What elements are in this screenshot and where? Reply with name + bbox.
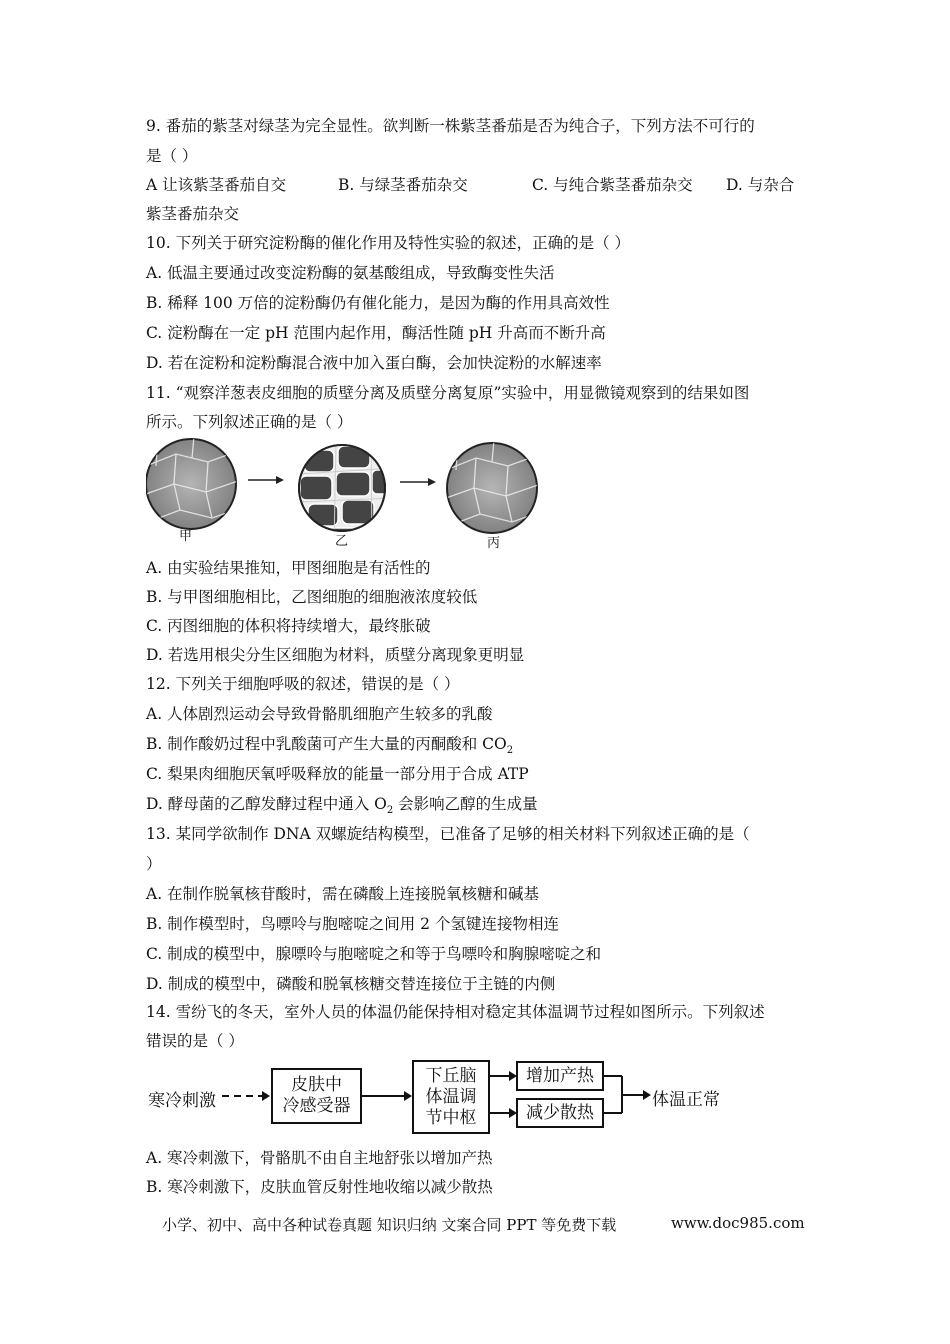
q14-option-b: B. 寒冷刺激下，皮肤血管反射性地收缩以减少散热 xyxy=(146,1178,493,1196)
flow-receptor-line2: 冷感受器 xyxy=(282,1096,351,1116)
q11-stem-line2: 所示。下列叙述正确的是（ ） xyxy=(146,413,353,431)
q13-option-b: B. 制作模型时，鸟嘌呤与胞嘧啶之间用 2 个氢键连接物相连 xyxy=(146,915,559,933)
flow-center-line3: 节中枢 xyxy=(425,1107,477,1128)
label-yi: 乙 xyxy=(335,534,349,549)
q13-stem-line2: ） xyxy=(146,855,162,873)
q10-stem: 10. 下列关于研究淀粉酶的催化作用及特性实验的叙述，正确的是（ ） xyxy=(146,234,631,252)
q9-stem-line1: 9. 番茄的紫茎对绿茎为完全显性。欲判断一株紫茎番茄是否为纯合子，下列方法不可行的 xyxy=(146,117,755,135)
q10-option-b: B. 稀释 100 万倍的淀粉酶仍有催化能力，是因为酶的作用具高效性 xyxy=(146,294,610,312)
q11-option-c: C. 丙图细胞的体积将持续增大，最终胀破 xyxy=(146,617,431,635)
flow-box-center xyxy=(412,1060,490,1134)
q10-option-c: C. 淀粉酶在一定 pH 范围内起作用，酶活性随 pH 升高而不断升高 xyxy=(146,324,606,342)
q14-stem-line2: 错误的是（ ） xyxy=(146,1032,244,1050)
q9-option-d: D. 与杂合 xyxy=(726,176,795,194)
q12-option-b: B. 制作酸奶过程中乳酸菌可产生大量的丙酮酸和 $CO_2$ xyxy=(146,735,514,757)
flow-box-receptor xyxy=(271,1068,362,1124)
q9-option-b: B. 与绿茎番茄杂交 xyxy=(338,176,468,194)
q11-option-a: A. 由实验结果推知，甲图细胞是有活性的 xyxy=(146,559,431,577)
q11-option-b: B. 与甲图细胞相比，乙图细胞的细胞液浓度较低 xyxy=(146,588,478,606)
q13-option-a: A. 在制作脱氧核苷酸时，需在磷酸上连接脱氧核糖和碱基 xyxy=(146,885,540,903)
q9-stem-line2: 是（ ） xyxy=(146,147,198,165)
flow-box-heat-loss: 减少散热 xyxy=(516,1098,604,1128)
label-jia: 甲 xyxy=(179,529,193,544)
q12-option-a: A. 人体剧烈运动会导致骨骼肌细胞产生较多的乳酸 xyxy=(146,705,493,723)
q12-stem: 12. 下列关于细胞呼吸的叙述，错误的是（ ） xyxy=(146,675,460,693)
flow-cold-stimulus: 寒冷刺激 xyxy=(148,1091,216,1111)
q10-option-d: D. 若在淀粉和淀粉酶混合液中加入蛋白酶，会加快淀粉的水解速率 xyxy=(146,354,602,372)
flow-center-line1: 下丘脑 xyxy=(425,1065,477,1086)
flow-center-line2: 体温调 xyxy=(425,1086,477,1107)
q9-option-d-cont: 紫茎番茄杂交 xyxy=(146,205,240,223)
q13-option-d: D. 制成的模型中，磷酸和脱氧核糖交替连接位于主链的内侧 xyxy=(146,975,556,993)
q10-option-a: A. 低温主要通过改变淀粉酶的氨基酸组成，导致酶变性失活 xyxy=(146,264,555,282)
flow-result: 体温正常 xyxy=(652,1090,720,1110)
q12-option-d: D. 酵母菌的乙醇发酵过程中通入 $O_2$ 会影响乙醇的生成量 xyxy=(146,795,538,817)
q9-option-c: C. 与纯合紫茎番茄杂交 xyxy=(532,176,693,194)
q9-option-a: A 让该紫茎番茄自交 xyxy=(146,176,287,194)
footer-link[interactable]: www.doc985.com xyxy=(671,1214,805,1232)
label-bing: 丙 xyxy=(487,536,501,551)
q13-stem-line1: 13. 某同学欲制作 DNA 双螺旋结构模型，已准备了足够的相关材料下列叙述正确的是（ xyxy=(146,825,750,843)
footer-text: 小学、初中、高中各种试卷真题 知识归纳 文案合同 PPT 等免费下载 xyxy=(162,1216,617,1234)
flow-receptor-line1: 皮肤中 xyxy=(291,1075,342,1095)
q14-stem-line1: 14. 雪纷飞的冬天，室外人员的体温仍能保持相对稳定其体温调节过程如图所示。下列叙述 xyxy=(146,1003,765,1021)
q11-option-d: D. 若选用根尖分生区细胞为材料，质壁分离现象更明显 xyxy=(146,646,525,664)
q13-option-c: C. 制成的模型中，腺嘌呤与胞嘧啶之和等于鸟嘌呤和胸腺嘧啶之和 xyxy=(146,945,602,963)
q12-option-c: C. 梨果肉细胞厌氧呼吸释放的能量一部分用于合成 ATP xyxy=(146,765,529,783)
q11-stem-line1: 11. “观察洋葱表皮细胞的质壁分离及质壁分离复原”实验中，用显微镜观察到的结果如图 xyxy=(146,384,750,402)
flow-box-heat-production: 增加产热 xyxy=(516,1061,604,1091)
q14-option-a: A. 寒冷刺激下，骨骼肌不由自主地舒张以增加产热 xyxy=(146,1149,493,1167)
